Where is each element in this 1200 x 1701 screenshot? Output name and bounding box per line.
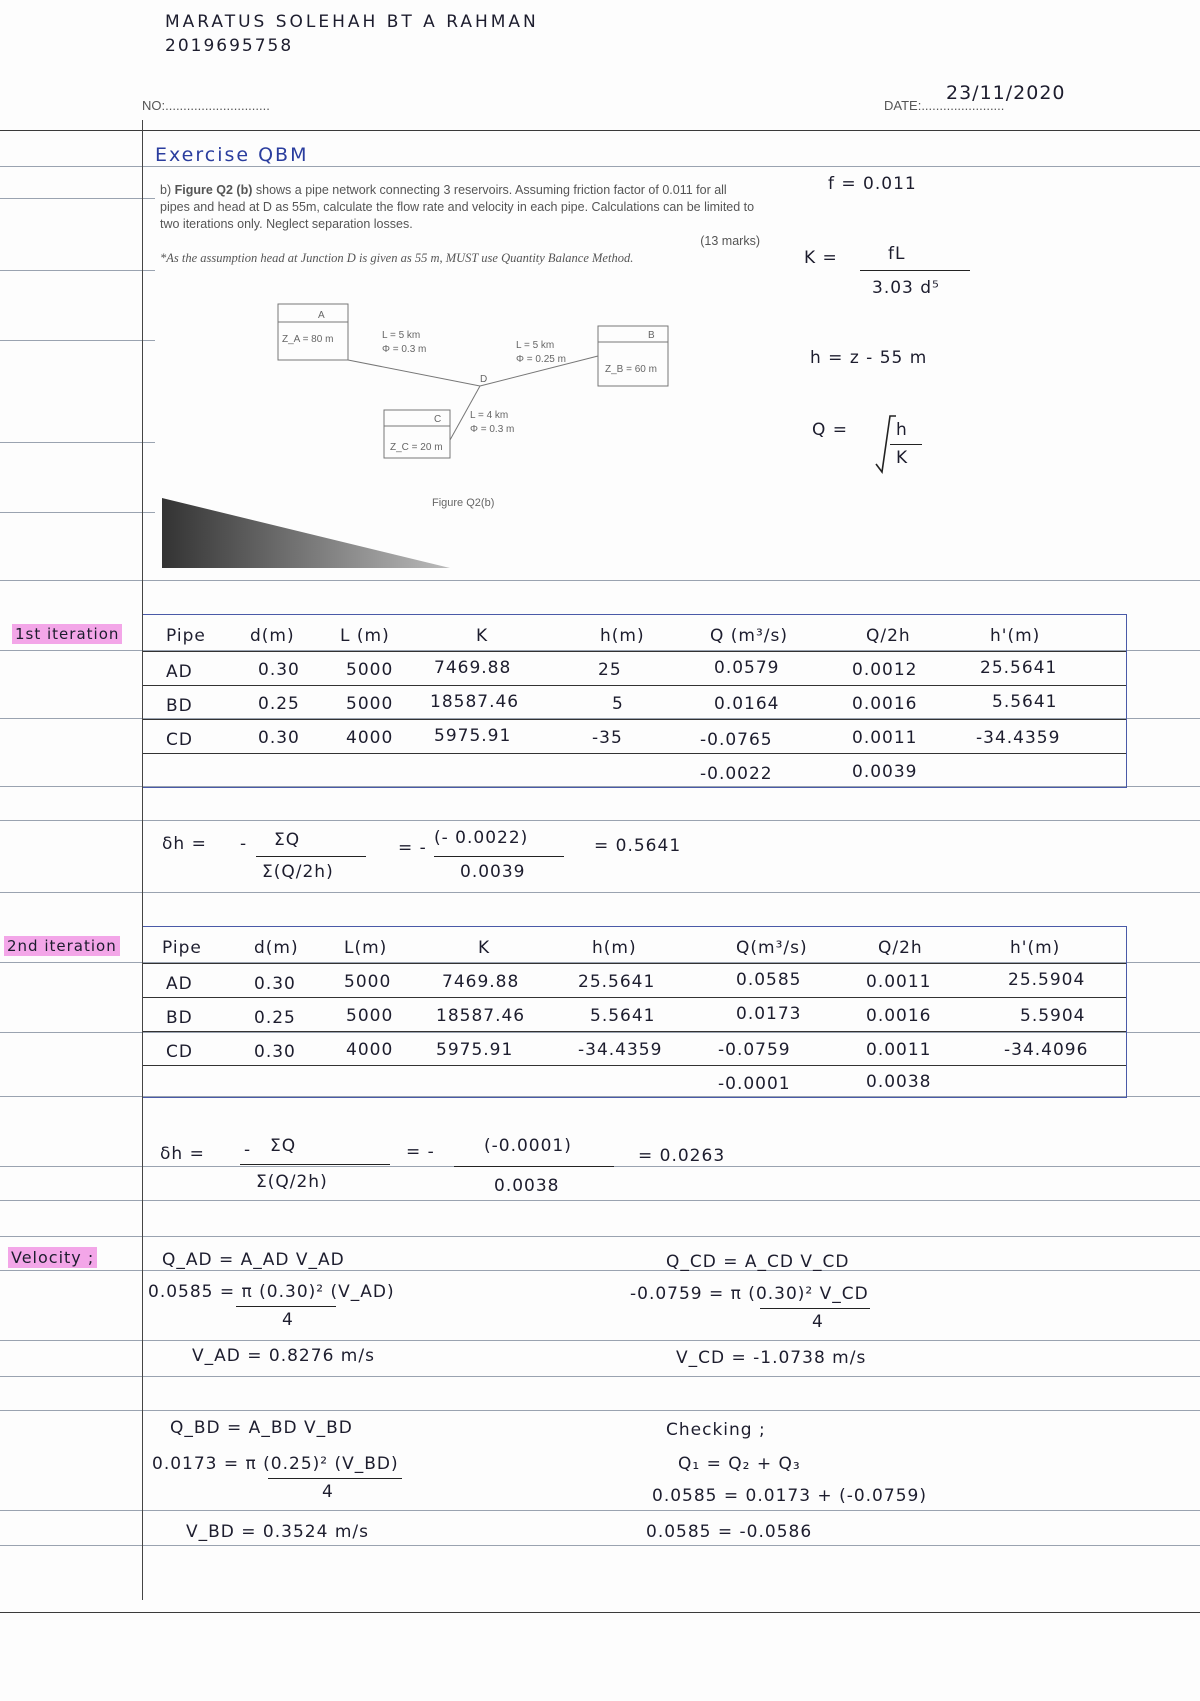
table-cell: 0.0579: [714, 658, 780, 678]
velocity-label-text: Velocity ;: [8, 1247, 97, 1268]
reservoir-b: [598, 326, 668, 386]
reservoir-b-z: Z_B = 60 m: [605, 364, 657, 375]
no-label: NO:.............................: [142, 98, 270, 113]
student-id: 2019695758: [165, 36, 294, 56]
iter1-header-cell: Q/2h: [866, 626, 911, 646]
k-formula-num: fL: [888, 244, 906, 264]
iter1-header-cell: L (m): [340, 626, 390, 646]
question-block: [160, 182, 760, 267]
table-cell: 4000: [346, 728, 394, 748]
table-cell: -34.4096: [1004, 1040, 1089, 1060]
table-cell: 0.25: [254, 1008, 296, 1028]
pipe-ad-length: L = 5 km: [382, 330, 421, 341]
ruled-line: [0, 1200, 1200, 1201]
dh1-num: ΣQ: [274, 830, 301, 850]
table-row-separator: [143, 651, 1126, 652]
dh2-bar: [240, 1164, 390, 1165]
q-formula-den: K: [896, 448, 909, 468]
table-cell: 25.5641: [578, 972, 656, 992]
table-cell: 5000: [344, 972, 392, 992]
ruled-line: [0, 198, 155, 199]
ruled-line: [0, 580, 1200, 581]
dh2-den: Σ(Q/2h): [256, 1172, 328, 1192]
question-label: b): [160, 183, 172, 197]
iter2-sum-q: -0.0001: [718, 1074, 791, 1094]
ruled-line: [0, 1340, 1200, 1341]
dh1-den: Σ(Q/2h): [262, 862, 334, 882]
dh2-den2: 0.0038: [494, 1176, 560, 1196]
table-row-separator: [143, 719, 1126, 720]
friction-factor: f = 0.011: [828, 174, 917, 194]
q-formula-lhs: Q =: [812, 420, 849, 440]
reservoir-a-label: A: [318, 310, 325, 321]
velocity-bd-eq: Q_BD = A_BD V_BD: [170, 1418, 353, 1438]
k-formula-lhs: K =: [804, 248, 838, 268]
ruled-line: [0, 130, 1200, 131]
velocity-ad-bar: [236, 1306, 336, 1307]
dh2-neg: -: [244, 1140, 252, 1160]
iter1-header-cell: K: [476, 626, 489, 646]
reservoir-b-label: B: [648, 330, 655, 341]
dh2-result: = 0.0263: [638, 1146, 726, 1166]
velocity-ad-sub: 0.0585 = π (0.30)² (V_AD): [148, 1282, 395, 1302]
table-cell: 25.5641: [980, 658, 1058, 678]
scan-shadow: [162, 498, 450, 568]
table-cell: 0.0016: [866, 1006, 932, 1026]
dh1-lhs: δh =: [162, 834, 207, 854]
k-formula-bar: [860, 270, 970, 271]
table-row-separator: [143, 997, 1126, 998]
table-cell: -0.0759: [718, 1040, 791, 1060]
iter1-header-cell: h'(m): [990, 626, 1041, 646]
q-formula-num: h: [896, 420, 908, 440]
table-cell: 0.0011: [852, 728, 918, 748]
table-cell: 0.0011: [866, 1040, 932, 1060]
ruled-line: [0, 442, 155, 443]
checking-sub: 0.0585 = 0.0173 + (-0.0759): [652, 1486, 927, 1506]
pipe-bd-length: L = 5 km: [516, 340, 555, 351]
pipe-network-figure: [150, 290, 750, 570]
dh1-eq: = -: [398, 838, 427, 858]
ruled-line: [0, 1510, 1200, 1511]
table-cell: -35: [592, 728, 623, 748]
iter2-header-cell: Pipe: [162, 938, 202, 958]
dh1-num2: (- 0.0022): [434, 828, 529, 848]
table-cell: 0.30: [254, 1042, 296, 1062]
ruled-line: [0, 1270, 1200, 1271]
dh2-num2: (-0.0001): [484, 1136, 572, 1156]
table-cell: 25: [598, 660, 622, 680]
k-formula-den: 3.03 d⁵: [872, 278, 940, 298]
pipe-cd-diameter: Φ = 0.3 m: [470, 424, 515, 435]
velocity-bd-bar: [268, 1478, 402, 1479]
table-cell: CD: [166, 1042, 193, 1062]
iter2-header-cell: K: [478, 938, 491, 958]
dh1-den2: 0.0039: [460, 862, 526, 882]
table-cell: 5000: [346, 1006, 394, 1026]
checking-label: Checking ;: [666, 1420, 766, 1440]
student-name: MARATUS SOLEHAH BT A RAHMAN: [165, 12, 539, 32]
table-cell: 0.0011: [866, 972, 932, 992]
dh2-bar2: [454, 1166, 614, 1167]
dh1-result: = 0.5641: [594, 836, 682, 856]
iteration-2-label: 2nd iteration: [4, 936, 120, 956]
iter2-header-cell: d(m): [254, 938, 299, 958]
head-formula: h = z - 55 m: [810, 348, 928, 368]
table-cell: 5.5641: [590, 1006, 656, 1026]
velocity-bd-den: 4: [322, 1482, 334, 1502]
iter1-header-cell: d(m): [250, 626, 295, 646]
table-row-separator: [143, 753, 1126, 754]
iter2-header-cell: L(m): [344, 938, 388, 958]
table-cell: 7469.88: [434, 658, 512, 678]
table-row-separator: [143, 685, 1126, 686]
junction-d: D: [480, 374, 488, 385]
table-cell: 18587.46: [430, 692, 520, 712]
velocity-ad-den: 4: [282, 1310, 294, 1330]
iter1-sum-q: -0.0022: [700, 764, 773, 784]
iter1-header-cell: Pipe: [166, 626, 206, 646]
dh2-num: ΣQ: [270, 1136, 297, 1156]
table-cell: -34.4359: [976, 728, 1061, 748]
dh2-eq: = -: [406, 1142, 435, 1162]
velocity-ad-result: V_AD = 0.8276 m/s: [192, 1346, 375, 1366]
table-cell: -34.4359: [578, 1040, 663, 1060]
iter1-header-cell: Q (m³/s): [710, 626, 789, 646]
table-row-separator: [143, 963, 1126, 964]
pipe-ad: [348, 360, 480, 386]
dh2-lhs: δh =: [160, 1144, 205, 1164]
table-cell: 5.5904: [1020, 1006, 1086, 1026]
figure-caption: Figure Q2(b): [432, 497, 495, 509]
table-cell: 0.0012: [852, 660, 918, 680]
pipe-bd-diameter: Φ = 0.25 m: [516, 354, 566, 365]
table-cell: 0.0585: [736, 970, 802, 990]
velocity-cd-den: 4: [812, 1312, 824, 1332]
question-note: *As the assumption head at Junction D is given as 55 m, MUST use Quantity Balance Method.: [160, 251, 634, 265]
velocity-cd-result: V_CD = -1.0738 m/s: [676, 1348, 867, 1368]
iter2-header-cell: h'(m): [1010, 938, 1061, 958]
table-cell: AD: [166, 662, 193, 682]
table-cell: BD: [166, 1008, 193, 1028]
table-cell: 0.25: [258, 694, 300, 714]
pipe-ad-diameter: Φ = 0.3 m: [382, 344, 427, 355]
table-cell: 0.30: [258, 728, 300, 748]
velocity-bd-sub: 0.0173 = π (0.25)² (V_BD): [152, 1454, 399, 1474]
table-cell: 0.0173: [736, 1004, 802, 1024]
ruled-line: [0, 892, 1200, 893]
table-cell: 4000: [346, 1040, 394, 1060]
table-cell: BD: [166, 696, 193, 716]
iter2-header-cell: h(m): [592, 938, 637, 958]
velocity-ad-eq: Q_AD = A_AD V_AD: [162, 1250, 345, 1270]
table-cell: AD: [166, 974, 193, 994]
table-cell: 5: [612, 694, 624, 714]
table-cell: 18587.46: [436, 1006, 526, 1026]
table-cell: 5.5641: [992, 692, 1058, 712]
question-marks: (13 marks): [700, 234, 760, 248]
dh1-neg: -: [240, 834, 248, 854]
table-cell: 5975.91: [434, 726, 512, 746]
ruled-line: [0, 270, 155, 271]
velocity-bd-result: V_BD = 0.3524 m/s: [186, 1522, 369, 1542]
exercise-title: Exercise QBM: [155, 144, 309, 166]
iteration-1-label: 1st iteration: [12, 624, 122, 644]
ruled-line: [0, 1545, 1200, 1546]
date-label: DATE:.......................: [884, 98, 1005, 113]
dh1-bar2: [434, 856, 564, 857]
reservoir-c-z: Z_C = 20 m: [390, 442, 443, 453]
table-cell: -0.0765: [700, 730, 773, 750]
question-figure-ref: Figure Q2 (b): [174, 183, 253, 197]
table-row-separator: [143, 1031, 1126, 1032]
iter2-header-cell: Q(m³/s): [736, 938, 808, 958]
date-value: 23/11/2020: [946, 82, 1066, 104]
checking-eq: Q₁ = Q₂ + Q₃: [678, 1454, 801, 1474]
ruled-line: [0, 340, 155, 341]
question-text: shows a pipe network connecting 3 reservoirs. Assuming friction factor of 0.011 for all pipes and head at D as 55m, calculate the flow rate and velocity in each pipe. Calculations can be limited to two iterations only. Neglect separation losses.: [160, 183, 755, 231]
ruled-line: [0, 1236, 1200, 1237]
dh1-bar: [256, 856, 366, 857]
velocity-cd-eq: Q_CD = A_CD V_CD: [666, 1252, 850, 1272]
ruled-line: [0, 1612, 1200, 1613]
iter1-header-cell: h(m): [600, 626, 645, 646]
iter2-header-cell: Q/2h: [878, 938, 923, 958]
reservoir-a-z: Z_A = 80 m: [282, 334, 334, 345]
sqrt-sign: [872, 414, 896, 474]
velocity-label: [8, 1248, 97, 1267]
velocity-cd-sub: -0.0759 = π (0.30)² V_CD: [630, 1284, 869, 1304]
reservoir-a: [278, 304, 348, 360]
velocity-cd-bar: [760, 1308, 870, 1309]
table-cell: 0.30: [254, 974, 296, 994]
table-cell: 5000: [346, 660, 394, 680]
table-cell: 7469.88: [442, 972, 520, 992]
ruled-line: [0, 512, 155, 513]
pipe-cd-length: L = 4 km: [470, 410, 509, 421]
table-cell: 0.0164: [714, 694, 780, 714]
table-cell: 5975.91: [436, 1040, 514, 1060]
table-row-separator: [143, 1065, 1126, 1066]
ruled-line: [0, 166, 1200, 167]
table-cell: 0.30: [258, 660, 300, 680]
table-cell: 5000: [346, 694, 394, 714]
checking-result: 0.0585 = -0.0586: [646, 1522, 813, 1542]
ruled-line: [0, 1376, 1200, 1377]
iter2-sum-q2h: 0.0038: [866, 1072, 932, 1092]
iter1-sum-q2h: 0.0039: [852, 762, 918, 782]
ruled-line: [0, 1410, 1200, 1411]
margin-line: [142, 120, 143, 1600]
table-cell: 25.5904: [1008, 970, 1086, 990]
reservoir-c-label: C: [434, 414, 442, 425]
table-cell: CD: [166, 730, 193, 750]
table-cell: 0.0016: [852, 694, 918, 714]
ruled-line: [0, 820, 1200, 821]
